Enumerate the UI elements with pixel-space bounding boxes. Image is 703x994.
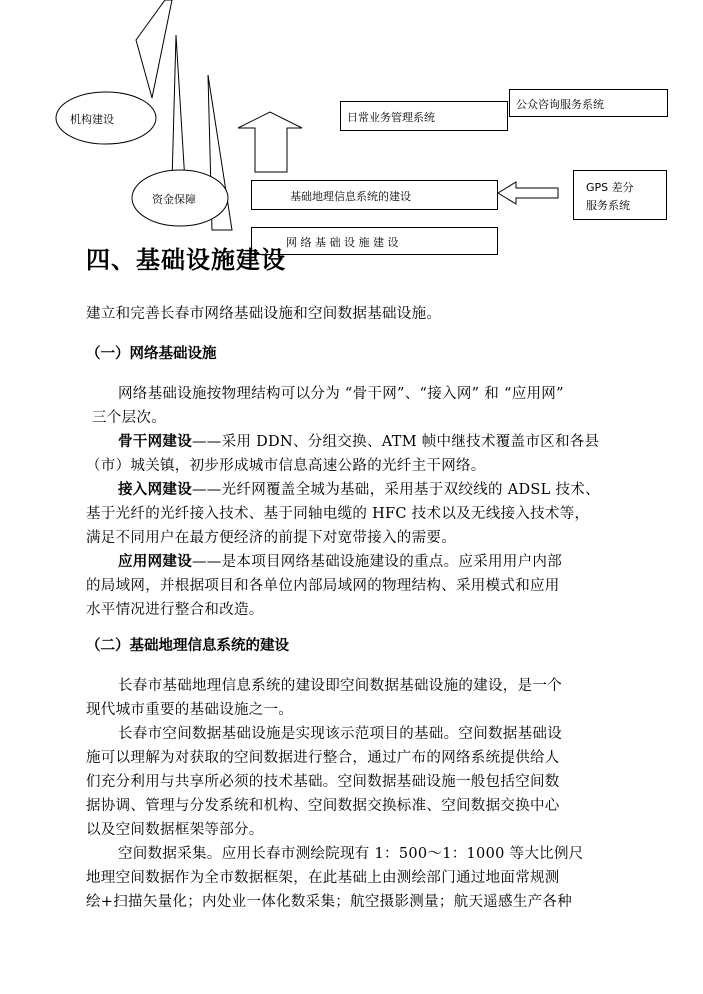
- base-gis-label: 基础地理信息系统的建设: [290, 190, 411, 203]
- network-infra-box: [251, 227, 498, 255]
- s2-p2-line5: 以及空间数据框架等部分。: [86, 822, 264, 838]
- public-consult-label: 公众咨询服务系统: [516, 98, 604, 111]
- s2-p1-line2: 现代城市重要的基础设施之一。: [86, 702, 294, 718]
- s1-p1-line2: 三个层次。: [92, 410, 166, 426]
- s1-p4-line2: 的局域网，并根据项目和各单位内部局域网的物理结构、采用模式和应用: [86, 578, 560, 594]
- access-text: ——光纤网覆盖全城为基础，采用基于双绞线的 ADSL 技术、: [192, 482, 600, 498]
- fund-guarantee-label: 资金保障: [152, 193, 196, 206]
- s1-p3-line1: [118, 478, 600, 499]
- section1-title: （一）网络基础设施: [86, 345, 217, 362]
- application-term: 应用网建设: [118, 553, 192, 570]
- gps-label-line2: 服务系统: [586, 199, 630, 212]
- network-infra-label: 网 络 基 础 设 施 建 设: [286, 236, 399, 249]
- section-heading: 四、基础设施建设: [86, 246, 286, 274]
- up-arrow-icon: [238, 112, 302, 172]
- s2-p2-line4: 据协调、管理与分发系统和机构、空间数据交换标准、空间数据交换中心: [86, 798, 560, 814]
- intro-paragraph: 建立和完善长春市网络基础设施和空间数据基础设施。: [86, 306, 442, 322]
- backbone-text: ——采用 DDN、分组交换、ATM 帧中继技术覆盖市区和各县: [192, 434, 600, 450]
- daily-mgmt-box: [340, 101, 508, 131]
- access-term: 接入网建设: [118, 481, 192, 498]
- org-build-label: 机构建设: [70, 113, 114, 126]
- s2-p3-line1: 空间数据采集。应用长春市测绘院现有 1：500～1：1000 等大比例尺: [118, 846, 584, 862]
- base-gis-box: [251, 180, 498, 210]
- application-text: ——是本项目网络基础设施建设的重点。应采用用户内部: [192, 554, 562, 570]
- left-arrow-icon: [498, 182, 558, 204]
- public-consult-box: [509, 89, 668, 117]
- s2-p2-line2: 施可以理解为对获取的空间数据进行整合，通过广布的网络系统提供给人: [86, 750, 560, 766]
- s1-p3-line2: 基于光纤的光纤接入技术、基于同轴电缆的 HFC 技术以及无线接入技术等，: [86, 506, 590, 522]
- pointer-shape-2: [172, 35, 185, 182]
- s2-p2-line3: 们充分利用与共享所必须的技术基础。空间数据基础设施一般包括空间数: [86, 774, 560, 790]
- s2-p3-line3: 绘+扫描矢量化；内处业一体化数采集；航空摄影测量；航天遥感生产各种: [86, 894, 573, 910]
- s2-p3-line2: 地理空间数据作为全市数据框架，在此基础上由测绘部门通过地面常规测: [86, 870, 560, 886]
- section2-title: （二）基础地理信息系统的建设: [86, 637, 289, 654]
- s1-p1-line1: 网络基础设施按物理结构可以分为 “骨干网”、“接入网” 和 “应用网”: [118, 386, 564, 402]
- gps-label-line1: GPS 差分: [586, 181, 634, 194]
- s1-p2-line1: [118, 430, 599, 451]
- s1-p4-line3: 水平情况进行整合和改造。: [86, 602, 264, 618]
- s1-p3-line3: 满足不同用户在最方便经济的前提下对宽带接入的需要。: [86, 530, 456, 546]
- gps-box: [573, 170, 667, 220]
- s2-p1-line1: 长春市基础地理信息系统的建设即空间数据基础设施的建设，是一个: [118, 678, 562, 694]
- daily-mgmt-label: 日常业务管理系统: [347, 111, 435, 124]
- backbone-term: 骨干网建设: [118, 433, 192, 450]
- pointer-shape-1: [136, 0, 172, 98]
- s1-p4-line1: [118, 550, 562, 571]
- diagram: [0, 0, 703, 250]
- s1-p2-line2: （市）城关镇，初步形成城市信息高速公路的光纤主干网络。: [86, 458, 486, 474]
- s2-p2-line1: 长春市空间数据基础设施是实现该示范项目的基础。空间数据基础设: [118, 726, 562, 742]
